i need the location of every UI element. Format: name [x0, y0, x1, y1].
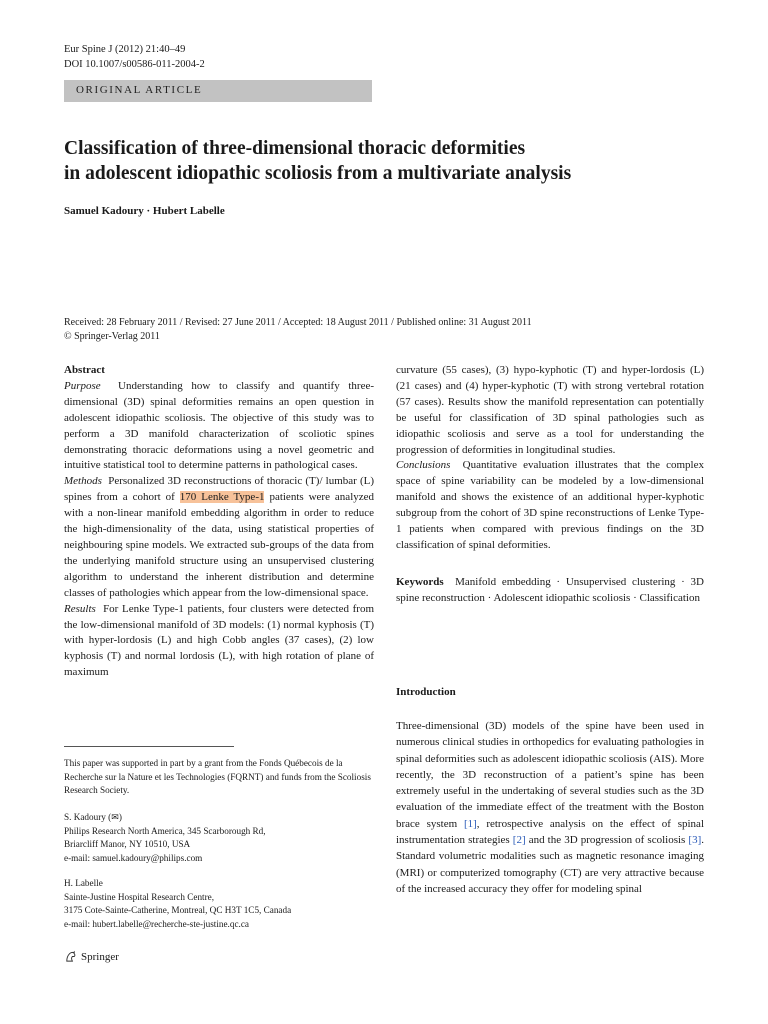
author-1-email[interactable]: e-mail: samuel.kadoury@philips.com: [64, 852, 203, 863]
results-label: Results: [64, 602, 96, 615]
footnote-divider: [64, 746, 234, 747]
keywords: [396, 575, 704, 607]
introduction-text: [396, 718, 704, 897]
author-2-address-2: 3175 Cote-Sainte-Catherine, Montreal, QC H3T 1C5, Canada: [64, 905, 292, 916]
author-1-address-1: Philips Research North America, 345 Scarborough Rd,: [64, 825, 266, 836]
journal-header: [64, 42, 205, 72]
title-line-2: in adolescent idiopathic scoliosis from a multivariate analysis: [64, 163, 572, 184]
paper-title: [64, 136, 704, 186]
author-1-address-2: Briarcliff Manor, NY 10510, USA: [64, 839, 191, 850]
author-1-name: S. Kadoury (✉): [64, 812, 122, 822]
abstract-left-column: [64, 363, 374, 681]
citation-link-2[interactable]: [2]: [512, 834, 526, 847]
abstract-purpose: [64, 379, 374, 474]
introduction-heading: Introduction: [396, 686, 456, 698]
citation-link-3[interactable]: [3]: [688, 834, 702, 847]
results-continuation: curvature (55 cases), (3) hypo-kyphotic (T) and hyper-lordosis (L) (21 cases) and (4) hyper-kyphotic (T) with strong vertebral rotation (57 cases). Results show the manifold representation can potentially be useful for classification of 3D spinal pathologies such as idiopathic scoliosis and serve as a tool for understanding the progression of deformities in longitudinal studies.: [396, 364, 704, 456]
author-2-affiliation: [64, 877, 374, 931]
abstract-methods: [64, 474, 374, 601]
title-line-1: Classification of three-dimensional thoracic deformities: [64, 138, 526, 159]
publisher-name: Springer: [81, 950, 119, 963]
methods-text-pre: Personalized 3D reconstructions of thoracic (T)/ lumbar (L) spines from a cohort of: [64, 475, 375, 504]
results-text: For Lenke Type-1 patients, four clusters were detected from the low-dimensional manifold of 3D models: (1) normal kyphosis (T) with hyper-lordosis (L) and high Cobb angles (37 cases), (2) low kyphosis (T) and normal lordosis (L), with high rotation of plane of maximum: [64, 602, 374, 679]
author-2-address-1: Sainte-Justine Hospital Research Centre,: [64, 891, 215, 902]
journal-citation: Eur Spine J (2012) 21:40–49: [64, 44, 186, 55]
purpose-text: Understanding how to classify and quantify three-dimensional (3D) spinal deformities remains an open question in adolescent idiopathic scoliosis. The objective of this study was to perform a 3D manifold characterization of scoliotic spines demonstrating thoracic deformations using a novel geometric and intuitive statistical tool to determine patterns in pathological cases.: [64, 379, 375, 472]
intro-text-b: , retrospective analysis on the effect of spinal instrumentation strategies: [396, 817, 704, 847]
article-type-label: ORIGINAL ARTICLE: [76, 84, 203, 96]
author-list: Samuel Kadoury · Hubert Labelle: [64, 205, 225, 217]
author-2-name: H. Labelle: [64, 878, 103, 888]
intro-text-a: Three-dimensional (3D) models of the spine have been used in numerous clinical studies in orthopedics for evaluating pathologies in spinal deformities such as adolescent idiopathic scoliosis (AIS). More recently, the 3D reconstruction of a patient’s spine has been extremely useful in the undertaking of several studies such as the 3D evaluation of the immediate effect of the treatment with the Boston brace system: [396, 720, 704, 830]
abstract-right-column: [396, 363, 704, 607]
keywords-text: Manifold embedding · Unsupervised clustering · 3D spine reconstruction · Adolescent idiopathic scoliosis · Classification: [396, 575, 704, 604]
funding-note: This paper was supported in part by a grant from the Fonds Québecois de la Recherche sur la Nature et les Technologies (FQRNT) and funds from the Scoliosis Research Society.: [64, 758, 371, 796]
publisher-mark: [64, 950, 119, 963]
springer-horse-icon: [64, 950, 77, 963]
methods-label: Methods: [64, 475, 102, 488]
received-dates: Received: 28 February 2011 / Revised: 27 June 2011 / Accepted: 18 August 2011 / Published online: 31 August 2011: [64, 317, 532, 328]
citation-link-1[interactable]: [1]: [463, 817, 477, 830]
purpose-label: Purpose: [64, 379, 101, 392]
conclusions-label: Conclusions: [396, 459, 451, 472]
keywords-label: Keywords: [396, 575, 444, 588]
intro-text-d: . Standard volumetric modalities such as magnetic resonance imaging (MRI) or computerized tomography (CT) are very attractive because of the increased accuracy they offer for modeling spinal: [396, 834, 704, 895]
publication-dates: [64, 316, 704, 344]
abstract-conclusions: [396, 458, 704, 553]
abstract-results: [64, 602, 374, 682]
intro-text-c: and the 3D progression of scoliosis: [528, 834, 686, 847]
conclusions-text: Quantitative evaluation illustrates that the complex space of spine variability can be modeled by a low-dimensional manifold and shows the existence of an additional hyper-kyphotic subgroup from the cohort of 3D spine reconstructions of Lenke Type-1 patients when compared with previous findings on the 3D classification of spinal deformities.: [396, 459, 704, 551]
methods-text-post: patients were analyzed with a non-linear manifold embedding algorithm in order to reduce the high-dimensionality of the data, using statistical properties of neighbouring spine models. We extracted sub-groups of the data from the underlying manifold structure using an unsupervised clustering algorithm to understand the inherent distribution and determine classes of pathologies which appear from the low-dimensional space.: [64, 491, 375, 599]
methods-highlight[interactable]: 170 Lenke Type-1: [179, 491, 265, 504]
copyright-notice: © Springer-Verlag 2011: [64, 331, 160, 342]
author-1-affiliation: [64, 811, 374, 865]
journal-doi: DOI 10.1007/s00586-011-2004-2: [64, 59, 205, 70]
abstract-heading: Abstract: [64, 364, 105, 376]
author-2-email[interactable]: e-mail: hubert.labelle@recherche-ste-justine.qc.ca: [64, 918, 249, 929]
